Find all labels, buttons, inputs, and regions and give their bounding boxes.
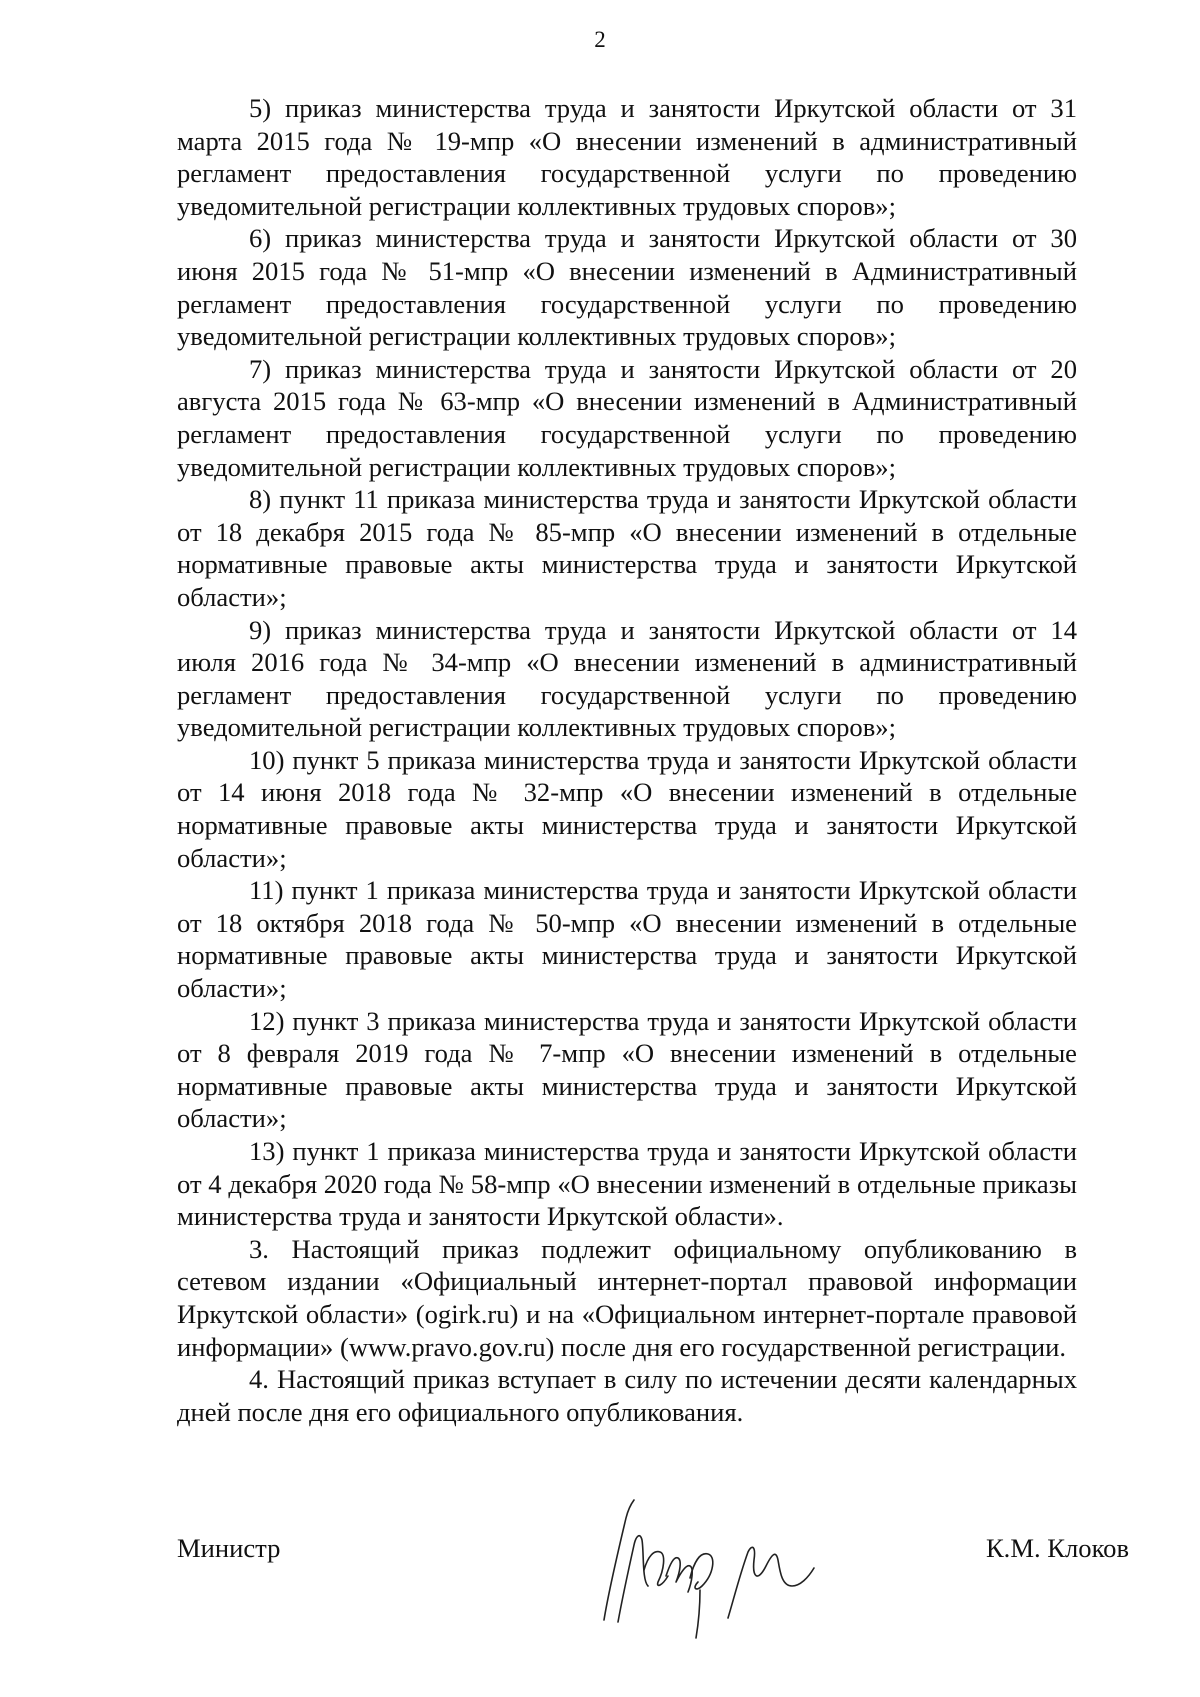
list-item-10: 10) пункт 5 приказа министерства труда и занятости Иркутской области от 14 июня 2018 года № 32-мпр «О внесении изменений в отдельные нормативные правовые акты министерства труда и занятости Иркутской области»;: [177, 744, 1077, 873]
clause-4: 4. Настоящий приказ вступает в силу по истечении десяти календарных дней после дня его официального опубликования.: [177, 1364, 1077, 1427]
list-item-9: 9) приказ министерства труда и занятости Иркутской области от 14 июля 2016 года № 34-мпр «О внесении изменений в административный регламент предоставления государственной услуги по проведению уведомительной регистрации коллективных трудовых споров»;: [177, 614, 1077, 743]
page-number: 2: [594, 27, 606, 52]
list-item-6: 6) приказ министерства труда и занятости Иркутской области от 30 июня 2015 года № 51-мпр «О внесении изменений в Административный регламент предоставления государственной услуги по проведению уведомительной регистрации коллективных трудовых споров»;: [177, 223, 1077, 352]
list-item-7: 7) приказ министерства труда и занятости Иркутской области от 20 августа 2015 года № 63-мпр «О внесении изменений в Административный регламент предоставления государственной услуги по проведению уведомительной регистрации коллективных трудовых споров»;: [177, 353, 1077, 482]
list-item-13: 13) пункт 1 приказа министерства труда и занятости Иркутской области от 4 декабря 2020 года № 58-мпр «О внесении изменений в отдельные приказы министерства труда и занятости Иркутской области».: [177, 1136, 1077, 1232]
list-item-5: 5) приказ министерства труда и занятости Иркутской области от 31 марта 2015 года № 19-мпр «О внесении изменений в административный регламент предоставления государственной услуги по проведению уведомительной регистрации коллективных трудовых споров»;: [177, 93, 1077, 221]
list-item-11: 11) пункт 1 приказа министерства труда и занятости Иркутской области от 18 октября 2018 года № 50-мпр «О внесении изменений в отдельные нормативные правовые акты министерства труда и занятости Иркутской области»;: [177, 875, 1077, 1004]
signer-title: Министр: [177, 1533, 281, 1563]
list-item-12: 12) пункт 3 приказа министерства труда и занятости Иркутской области от 8 февраля 2019 года № 7-мпр «О внесении изменений в отдельные нормативные правовые акты министерства труда и занятости Иркутской области»;: [177, 1005, 1077, 1134]
document-body: [177, 92, 1077, 1428]
signature-block: [177, 1510, 1129, 1630]
list-item-8: 8) пункт 11 приказа министерства труда и занятости Иркутской области от 18 декабря 2015 года № 85-мпр «О внесении изменений в отдельные нормативные правовые акты министерства труда и занятости Иркутской области»;: [177, 484, 1077, 612]
handwritten-signature: [582, 1490, 842, 1640]
clause-3: 3. Настоящий приказ подлежит официальному опубликованию в сетевом издании «Официальный интернет-портал правовой информации Иркутской области» (ogirk.ru) и на «Официальном интернет-портале правовой информации» (www.pravo.gov.ru) после дня его государственной регистрации.: [177, 1233, 1077, 1362]
signer-name: К.М. Клоков: [985, 1533, 1129, 1563]
